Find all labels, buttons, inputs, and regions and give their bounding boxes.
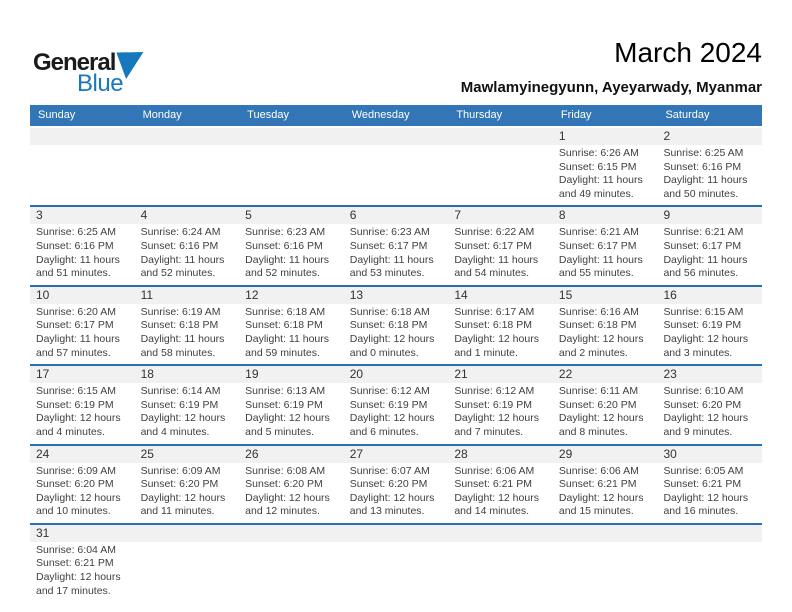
day-number: 17 (30, 366, 135, 383)
detail-line: and 1 minute. (454, 346, 518, 359)
detail-line: Sunrise: 6:18 AM (245, 305, 326, 318)
day-details (448, 145, 553, 151)
day-details (344, 304, 449, 364)
detail-line: Daylight: 12 hours (349, 332, 435, 345)
weekday-header-monday: Monday (142, 109, 182, 121)
day-number: 6 (344, 207, 449, 224)
detail-line: Sunset: 6:19 PM (140, 398, 219, 411)
day-number (448, 525, 553, 542)
day-details (344, 463, 449, 523)
day-number: 25 (135, 446, 240, 463)
detail-line: Daylight: 11 hours (663, 253, 748, 266)
detail-line: and 58 minutes. (140, 346, 216, 359)
day-cell (657, 287, 762, 364)
day-cell (135, 207, 240, 284)
empty-day-cell (135, 525, 240, 602)
detail-line: Daylight: 12 hours (245, 412, 330, 425)
detail-line: Daylight: 12 hours (454, 332, 539, 345)
detail-line: Daylight: 12 hours (349, 412, 435, 425)
day-number: 18 (135, 366, 240, 383)
day-details (30, 145, 135, 151)
detail-line: Sunset: 6:17 PM (663, 239, 742, 252)
day-number: 26 (239, 446, 344, 463)
weekday-header-sunday: Sunday (38, 109, 76, 121)
day-number: 10 (30, 287, 135, 304)
day-number (448, 128, 553, 145)
day-cell (553, 128, 658, 205)
detail-line: Sunrise: 6:13 AM (245, 385, 326, 398)
week-row (30, 364, 762, 443)
day-details (135, 145, 240, 151)
day-number (553, 525, 658, 542)
weekday-header-friday: Friday (560, 109, 592, 121)
detail-line: Daylight: 12 hours (36, 491, 121, 504)
day-number (239, 128, 344, 145)
day-details (448, 224, 553, 284)
logo-text-blue: Blue (77, 70, 124, 97)
day-cell (448, 446, 553, 523)
detail-line: and 12 minutes. (245, 505, 320, 518)
detail-line: Daylight: 11 hours (36, 253, 120, 266)
detail-line: Daylight: 12 hours (663, 412, 749, 425)
detail-line: Daylight: 12 hours (663, 491, 749, 504)
day-details (344, 145, 449, 151)
day-cell (30, 207, 135, 284)
day-number: 28 (448, 446, 553, 463)
detail-line: Sunrise: 6:06 AM (454, 464, 535, 477)
day-details (30, 383, 135, 443)
detail-line: Daylight: 11 hours (36, 332, 120, 345)
day-cell (553, 287, 658, 364)
detail-line: Sunrise: 6:22 AM (454, 226, 535, 239)
day-number (135, 525, 240, 542)
week-row (30, 126, 762, 205)
day-number (344, 525, 449, 542)
detail-line: Sunrise: 6:24 AM (140, 226, 221, 239)
detail-line: and 52 minutes. (245, 267, 320, 280)
detail-line: Sunrise: 6:16 AM (558, 305, 639, 318)
detail-line: Sunrise: 6:12 AM (454, 385, 535, 398)
detail-line: Sunset: 6:15 PM (558, 160, 637, 173)
week-row (30, 285, 762, 364)
day-number: 1 (553, 128, 658, 145)
detail-line: Sunset: 6:21 PM (454, 478, 532, 491)
day-cell (344, 446, 449, 523)
detail-line: and 59 minutes. (245, 346, 320, 359)
weekday-header-thursday: Thursday (456, 109, 503, 121)
detail-line: Sunset: 6:17 PM (349, 239, 428, 252)
detail-line: Sunset: 6:17 PM (454, 239, 532, 252)
day-number (344, 128, 449, 145)
detail-line: Sunset: 6:21 PM (663, 478, 742, 491)
day-details (553, 224, 658, 284)
day-number: 20 (344, 366, 449, 383)
detail-line: Sunset: 6:19 PM (245, 398, 323, 411)
day-details (239, 383, 344, 443)
detail-line: Sunrise: 6:25 AM (663, 147, 744, 159)
weekday-header-row (30, 105, 762, 126)
detail-line: Sunrise: 6:05 AM (663, 464, 744, 477)
day-number: 4 (135, 207, 240, 224)
day-details (135, 463, 240, 523)
day-cell (448, 366, 553, 443)
detail-line: Daylight: 11 hours (245, 253, 330, 266)
detail-line: Sunrise: 6:20 AM (36, 305, 116, 318)
day-number: 29 (553, 446, 658, 463)
day-cell (657, 207, 762, 284)
detail-line: and 50 minutes. (663, 187, 739, 200)
detail-line: Sunset: 6:20 PM (36, 478, 114, 491)
empty-day-cell (553, 525, 658, 602)
day-cell (344, 207, 449, 284)
detail-line: Sunrise: 6:06 AM (558, 464, 639, 477)
day-cell (657, 128, 762, 205)
detail-line: Daylight: 12 hours (558, 332, 644, 345)
day-number: 27 (344, 446, 449, 463)
detail-line: Sunset: 6:20 PM (349, 478, 428, 491)
day-cell (30, 366, 135, 443)
day-details (553, 304, 658, 364)
day-cell (239, 287, 344, 364)
detail-line: and 13 minutes. (349, 505, 425, 518)
detail-line: Sunset: 6:19 PM (663, 319, 742, 332)
detail-line: Daylight: 12 hours (245, 491, 330, 504)
detail-line: Daylight: 11 hours (558, 253, 643, 266)
detail-line: Sunrise: 6:26 AM (558, 147, 639, 159)
day-number: 2 (657, 128, 762, 145)
day-details (657, 304, 762, 364)
day-number: 24 (30, 446, 135, 463)
empty-day-cell (30, 128, 135, 205)
day-cell (135, 446, 240, 523)
day-cell (135, 366, 240, 443)
day-number: 19 (239, 366, 344, 383)
day-number: 30 (657, 446, 762, 463)
general-blue-logo (33, 50, 153, 96)
day-details (657, 145, 762, 205)
empty-day-cell (344, 128, 449, 205)
day-number: 22 (553, 366, 658, 383)
day-cell (239, 366, 344, 443)
day-details (135, 383, 240, 443)
week-row (30, 523, 762, 602)
day-number: 11 (135, 287, 240, 304)
day-cell (657, 446, 762, 523)
empty-day-cell (239, 128, 344, 205)
detail-line: and 8 minutes. (558, 425, 628, 438)
weekday-header-saturday: Saturday (665, 109, 710, 121)
detail-line: Sunset: 6:16 PM (663, 160, 742, 173)
detail-line: Sunset: 6:17 PM (558, 239, 637, 252)
detail-line: Sunrise: 6:10 AM (663, 385, 744, 398)
detail-line: and 16 minutes. (663, 505, 739, 518)
detail-line: Sunset: 6:16 PM (140, 239, 219, 252)
day-number: 14 (448, 287, 553, 304)
day-details (344, 542, 449, 548)
detail-line: Sunrise: 6:04 AM (36, 543, 116, 556)
detail-line: and 4 minutes. (140, 425, 210, 438)
day-details (344, 383, 449, 443)
detail-line: Daylight: 11 hours (140, 332, 225, 345)
detail-line: Sunrise: 6:23 AM (245, 226, 326, 239)
day-details (448, 383, 553, 443)
day-cell (344, 287, 449, 364)
detail-line: Daylight: 12 hours (36, 571, 121, 584)
detail-line: and 55 minutes. (558, 267, 634, 280)
day-number: 9 (657, 207, 762, 224)
day-details (239, 542, 344, 548)
detail-line: Sunset: 6:21 PM (36, 557, 114, 570)
detail-line: and 51 minutes. (36, 267, 111, 280)
day-details (553, 383, 658, 443)
detail-line: and 53 minutes. (349, 267, 425, 280)
day-number: 31 (30, 525, 135, 542)
day-details (553, 145, 658, 205)
day-details (657, 463, 762, 523)
detail-line: and 17 minutes. (36, 584, 111, 597)
detail-line: Sunrise: 6:25 AM (36, 226, 116, 239)
detail-line: Sunset: 6:21 PM (558, 478, 637, 491)
detail-line: Daylight: 11 hours (140, 253, 225, 266)
day-number (239, 525, 344, 542)
day-details (657, 224, 762, 284)
day-details (448, 463, 553, 523)
day-number: 5 (239, 207, 344, 224)
weekday-header-wednesday: Wednesday (351, 109, 410, 121)
day-cell (553, 207, 658, 284)
detail-line: Sunrise: 6:07 AM (349, 464, 430, 477)
empty-day-cell (448, 525, 553, 602)
detail-line: Daylight: 12 hours (558, 491, 644, 504)
day-number: 7 (448, 207, 553, 224)
day-details (344, 224, 449, 284)
detail-line: Sunrise: 6:19 AM (140, 305, 221, 318)
detail-line: Daylight: 11 hours (663, 174, 748, 187)
detail-line: and 5 minutes. (245, 425, 315, 438)
day-cell (448, 287, 553, 364)
detail-line: Sunset: 6:18 PM (245, 319, 323, 332)
detail-line: Sunrise: 6:17 AM (454, 305, 535, 318)
day-details (448, 304, 553, 364)
detail-line: and 10 minutes. (36, 505, 111, 518)
day-number (135, 128, 240, 145)
detail-line: Sunset: 6:19 PM (36, 398, 114, 411)
detail-line: and 0 minutes. (349, 346, 419, 359)
detail-line: and 52 minutes. (140, 267, 216, 280)
detail-line: and 11 minutes. (140, 505, 215, 518)
logo-text-general: General (33, 49, 116, 76)
detail-line: and 56 minutes. (663, 267, 739, 280)
detail-line: Sunrise: 6:09 AM (140, 464, 221, 477)
detail-line: Sunset: 6:19 PM (349, 398, 428, 411)
detail-line: Sunrise: 6:18 AM (349, 305, 430, 318)
detail-line: and 2 minutes. (558, 346, 628, 359)
detail-line: Sunset: 6:20 PM (140, 478, 219, 491)
day-number: 8 (553, 207, 658, 224)
day-details (30, 542, 135, 602)
detail-line: Daylight: 11 hours (558, 174, 643, 187)
detail-line: and 6 minutes. (349, 425, 419, 438)
day-number: 12 (239, 287, 344, 304)
detail-line: Daylight: 12 hours (663, 332, 749, 345)
detail-line: Sunset: 6:16 PM (245, 239, 323, 252)
day-number: 15 (553, 287, 658, 304)
day-number (657, 525, 762, 542)
detail-line: and 4 minutes. (36, 425, 105, 438)
day-cell (239, 446, 344, 523)
week-row (30, 205, 762, 284)
day-details (657, 383, 762, 443)
day-details (239, 224, 344, 284)
day-cell (30, 525, 135, 602)
detail-line: Sunset: 6:18 PM (349, 319, 428, 332)
day-cell (657, 366, 762, 443)
day-details (135, 224, 240, 284)
detail-line: Sunset: 6:18 PM (454, 319, 532, 332)
detail-line: Sunset: 6:18 PM (558, 319, 637, 332)
day-cell (135, 287, 240, 364)
detail-line: Daylight: 12 hours (140, 412, 226, 425)
detail-line: Sunset: 6:20 PM (558, 398, 637, 411)
day-cell (553, 366, 658, 443)
day-cell (30, 287, 135, 364)
detail-line: and 57 minutes. (36, 346, 111, 359)
page-title: March 2024 (614, 37, 762, 68)
detail-line: Sunrise: 6:21 AM (663, 226, 744, 239)
day-details (135, 542, 240, 548)
detail-line: Daylight: 11 hours (245, 332, 330, 345)
detail-line: and 3 minutes. (663, 346, 733, 359)
detail-line: Sunrise: 6:11 AM (558, 385, 639, 398)
day-details (239, 304, 344, 364)
day-details (135, 304, 240, 364)
empty-day-cell (344, 525, 449, 602)
day-number: 13 (344, 287, 449, 304)
day-details (553, 463, 658, 523)
day-number: 23 (657, 366, 762, 383)
detail-line: Daylight: 11 hours (454, 253, 539, 266)
detail-line: Sunrise: 6:23 AM (349, 226, 430, 239)
detail-line: Sunrise: 6:14 AM (140, 385, 221, 398)
location-subtitle: Mawlamyinegyunn, Ayeyarwady, Myanmar (460, 79, 762, 96)
detail-line: Sunrise: 6:12 AM (349, 385, 430, 398)
detail-line: Sunset: 6:19 PM (454, 398, 532, 411)
detail-line: Daylight: 11 hours (349, 253, 434, 266)
calendar-grid (30, 105, 762, 602)
detail-line: and 54 minutes. (454, 267, 530, 280)
detail-line: Daylight: 12 hours (36, 412, 121, 425)
day-cell (239, 207, 344, 284)
empty-day-cell (448, 128, 553, 205)
empty-day-cell (135, 128, 240, 205)
day-number: 16 (657, 287, 762, 304)
day-details (657, 542, 762, 548)
day-details (30, 224, 135, 284)
day-cell (448, 207, 553, 284)
empty-day-cell (657, 525, 762, 602)
detail-line: Sunset: 6:17 PM (36, 319, 114, 332)
detail-line: Daylight: 12 hours (558, 412, 644, 425)
detail-line: and 15 minutes. (558, 505, 634, 518)
detail-line: Sunrise: 6:09 AM (36, 464, 116, 477)
detail-line: Sunset: 6:20 PM (245, 478, 323, 491)
detail-line: and 49 minutes. (558, 187, 634, 200)
day-cell (344, 366, 449, 443)
weekday-header-tuesday: Tuesday (247, 109, 289, 121)
detail-line: and 14 minutes. (454, 505, 530, 518)
detail-line: Sunrise: 6:21 AM (558, 226, 639, 239)
day-details (239, 145, 344, 151)
detail-line: and 7 minutes. (454, 425, 524, 438)
day-details (448, 542, 553, 548)
detail-line: Daylight: 12 hours (140, 491, 226, 504)
detail-line: Sunset: 6:18 PM (140, 319, 219, 332)
detail-line: Sunset: 6:20 PM (663, 398, 742, 411)
empty-day-cell (239, 525, 344, 602)
day-number (30, 128, 135, 145)
detail-line: and 9 minutes. (663, 425, 733, 438)
day-number: 3 (30, 207, 135, 224)
detail-line: Sunrise: 6:15 AM (36, 385, 116, 398)
day-cell (553, 446, 658, 523)
day-cell (30, 446, 135, 523)
week-row (30, 444, 762, 523)
detail-line: Daylight: 12 hours (349, 491, 435, 504)
detail-line: Sunset: 6:16 PM (36, 239, 114, 252)
detail-line: Daylight: 12 hours (454, 412, 539, 425)
day-details (30, 304, 135, 364)
day-details (239, 463, 344, 523)
day-details (30, 463, 135, 523)
day-details (553, 542, 658, 548)
detail-line: Daylight: 12 hours (454, 491, 539, 504)
detail-line: Sunrise: 6:15 AM (663, 305, 744, 318)
day-number: 21 (448, 366, 553, 383)
detail-line: Sunrise: 6:08 AM (245, 464, 326, 477)
